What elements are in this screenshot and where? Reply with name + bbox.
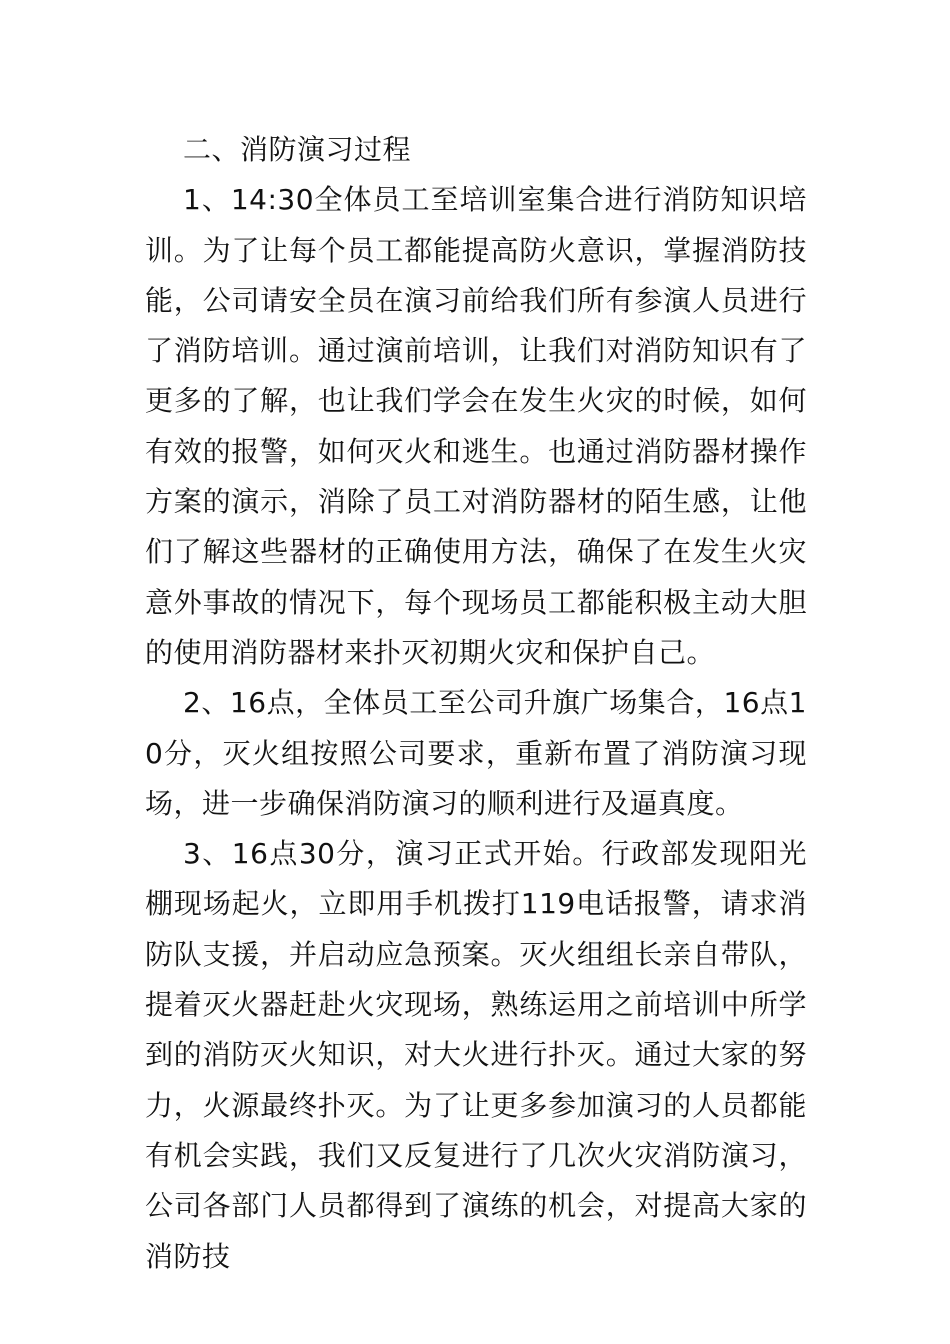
paragraph-drill-start: 3、16点30分，演习正式开始。行政部发现阳光棚现场起火，立即用手机拨打119电话报警，请求消防队支援，并启动应急预案。灭火组组长亲自带队，提着灭火器赶赴火灾现场，熟练运用之前培训中所学到的消防灭火知识，对大火进行扑灭。通过大家的努力，火源最终扑灭。为了让更多参加演习的人员都能有机会实践，我们又反复进行了几次火灾消防演习，公司各部门人员都得到了演练的机会，对提高大家的消防技 (145, 837, 807, 1273)
paragraph-training: 1、14:30全体员工至培训室集合进行消防知识培训。为了让每个员工都能提高防火意识，掌握消防技能，公司请安全员在演习前给我们所有参演人员进行了消防培训。通过演前培训，让我们对消防知识有了更多的了解，也让我们学会在发生火灾的时候，如何有效的报警，如何灭火和逃生。也通过消防器材操作方案的演示，消除了员工对消防器材的陌生感，让他们了解这些器材的正确使用方法，确保了在发生火灾意外事故的情况下，每个现场员工都能积极主动大胆的使用消防器材来扑灭初期火灾和保护自己。 (145, 183, 807, 669)
section-heading: 二、消防演习过程 (183, 133, 412, 166)
paragraph-assembly: 2、16点，全体员工至公司升旗广场集合，16点10分，灭火组按照公司要求，重新布置了消防演习现场，进一步确保消防演习的顺利进行及逼真度。 (145, 686, 807, 820)
document-page (145, 125, 807, 1282)
